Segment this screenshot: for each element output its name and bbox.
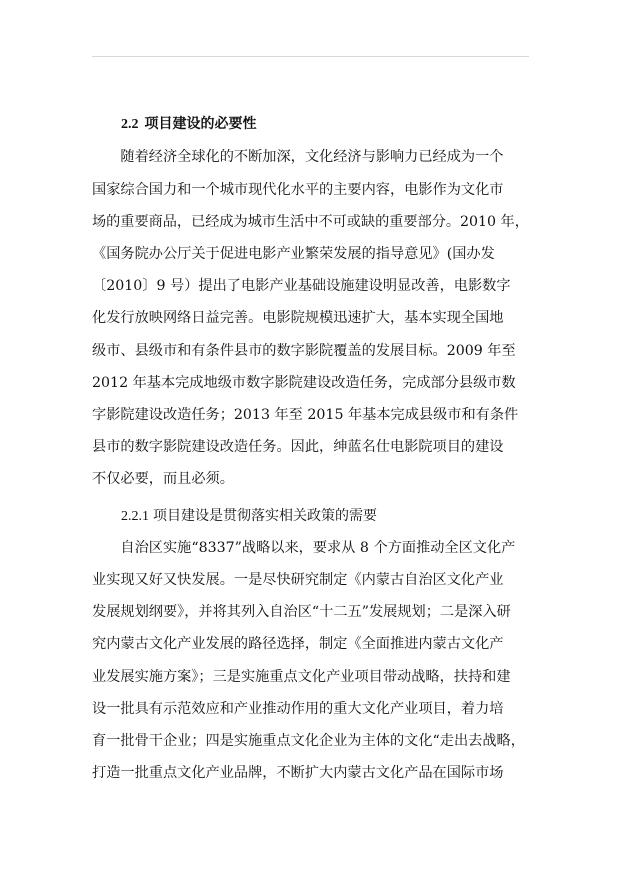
text-line: 〔2010〕9 号）提出了电影产业基础设施建设明显改善，电影数字 [92,278,511,294]
text-line: 育一批骨干企业；四是实施重点文化企业为主体的文化“走出去战略， [92,733,525,749]
section-title: 项目建设的必要性 [144,116,257,132]
section-number: 2.2 [121,117,139,132]
text-line: 级市、县级市和有条件县市的数字影院覆盖的发展目标。2009 年至 [92,343,516,359]
text-line: 国家综合国力和一个城市现代化水平的主要内容，电影作为文化市 [92,182,504,198]
text-line: 场的重要商品，已经成为城市生活中不可或缺的重要部分。2010 年， [92,214,529,230]
text-line: 业实现又好又快发展。一是尽快研究制定《内蒙古自治区文化产业 [92,572,504,588]
text-line: 2012 年基本完成地级市数字影院建设改造任务，完成部分县级市数 [92,375,516,391]
text-line: 设一批具有示范效应和产业推动作用的重大文化产业项目，着力培 [92,701,504,717]
subsection-title: 项目建设是贯彻落实相关政策的需要 [153,508,377,524]
text-line: 化发行放映网络日益完善。电影院规模迅速扩大，基本实现全国地 [92,310,504,326]
subsection-heading [121,506,377,527]
text-line: 业发展实施方案》；三是实施重点文化产业项目带动战略，扶持和建 [92,669,511,685]
text-line: 随着经济全球化的不断加深，文化经济与影响力已经成为一个 [92,149,504,165]
text-line: 发展规划纲要》，并将其列入自治区“十二五”发展规划；二是深入研 [92,604,511,620]
header-rule [92,56,529,57]
text-line: 自治区实施“8337”战略以来，要求从 8 个方面推动全区文化产 [92,540,516,556]
text-line: 不仅必要，而且必须。 [92,471,234,487]
text-line: 《国务院办公厅关于促进电影产业繁荣发展的指导意见》(国办发 [92,246,495,262]
text-line: 究内蒙古文化产业发展的路径选择，制定《全面推进内蒙古文化产 [92,636,504,652]
text-line: 字影院建设改造任务；2013 年至 2015 年基本完成县级市和有条件 [92,407,519,423]
subsection-number: 2.2.1 [121,509,149,524]
section-heading [121,114,257,135]
text-line: 打造一批重点文化产业品牌，不断扩大内蒙古文化产品在国际市场 [92,765,504,781]
text-line: 县市的数字影院建设改造任务。因此，绅蓝名仕电影院项目的建设 [92,439,504,455]
